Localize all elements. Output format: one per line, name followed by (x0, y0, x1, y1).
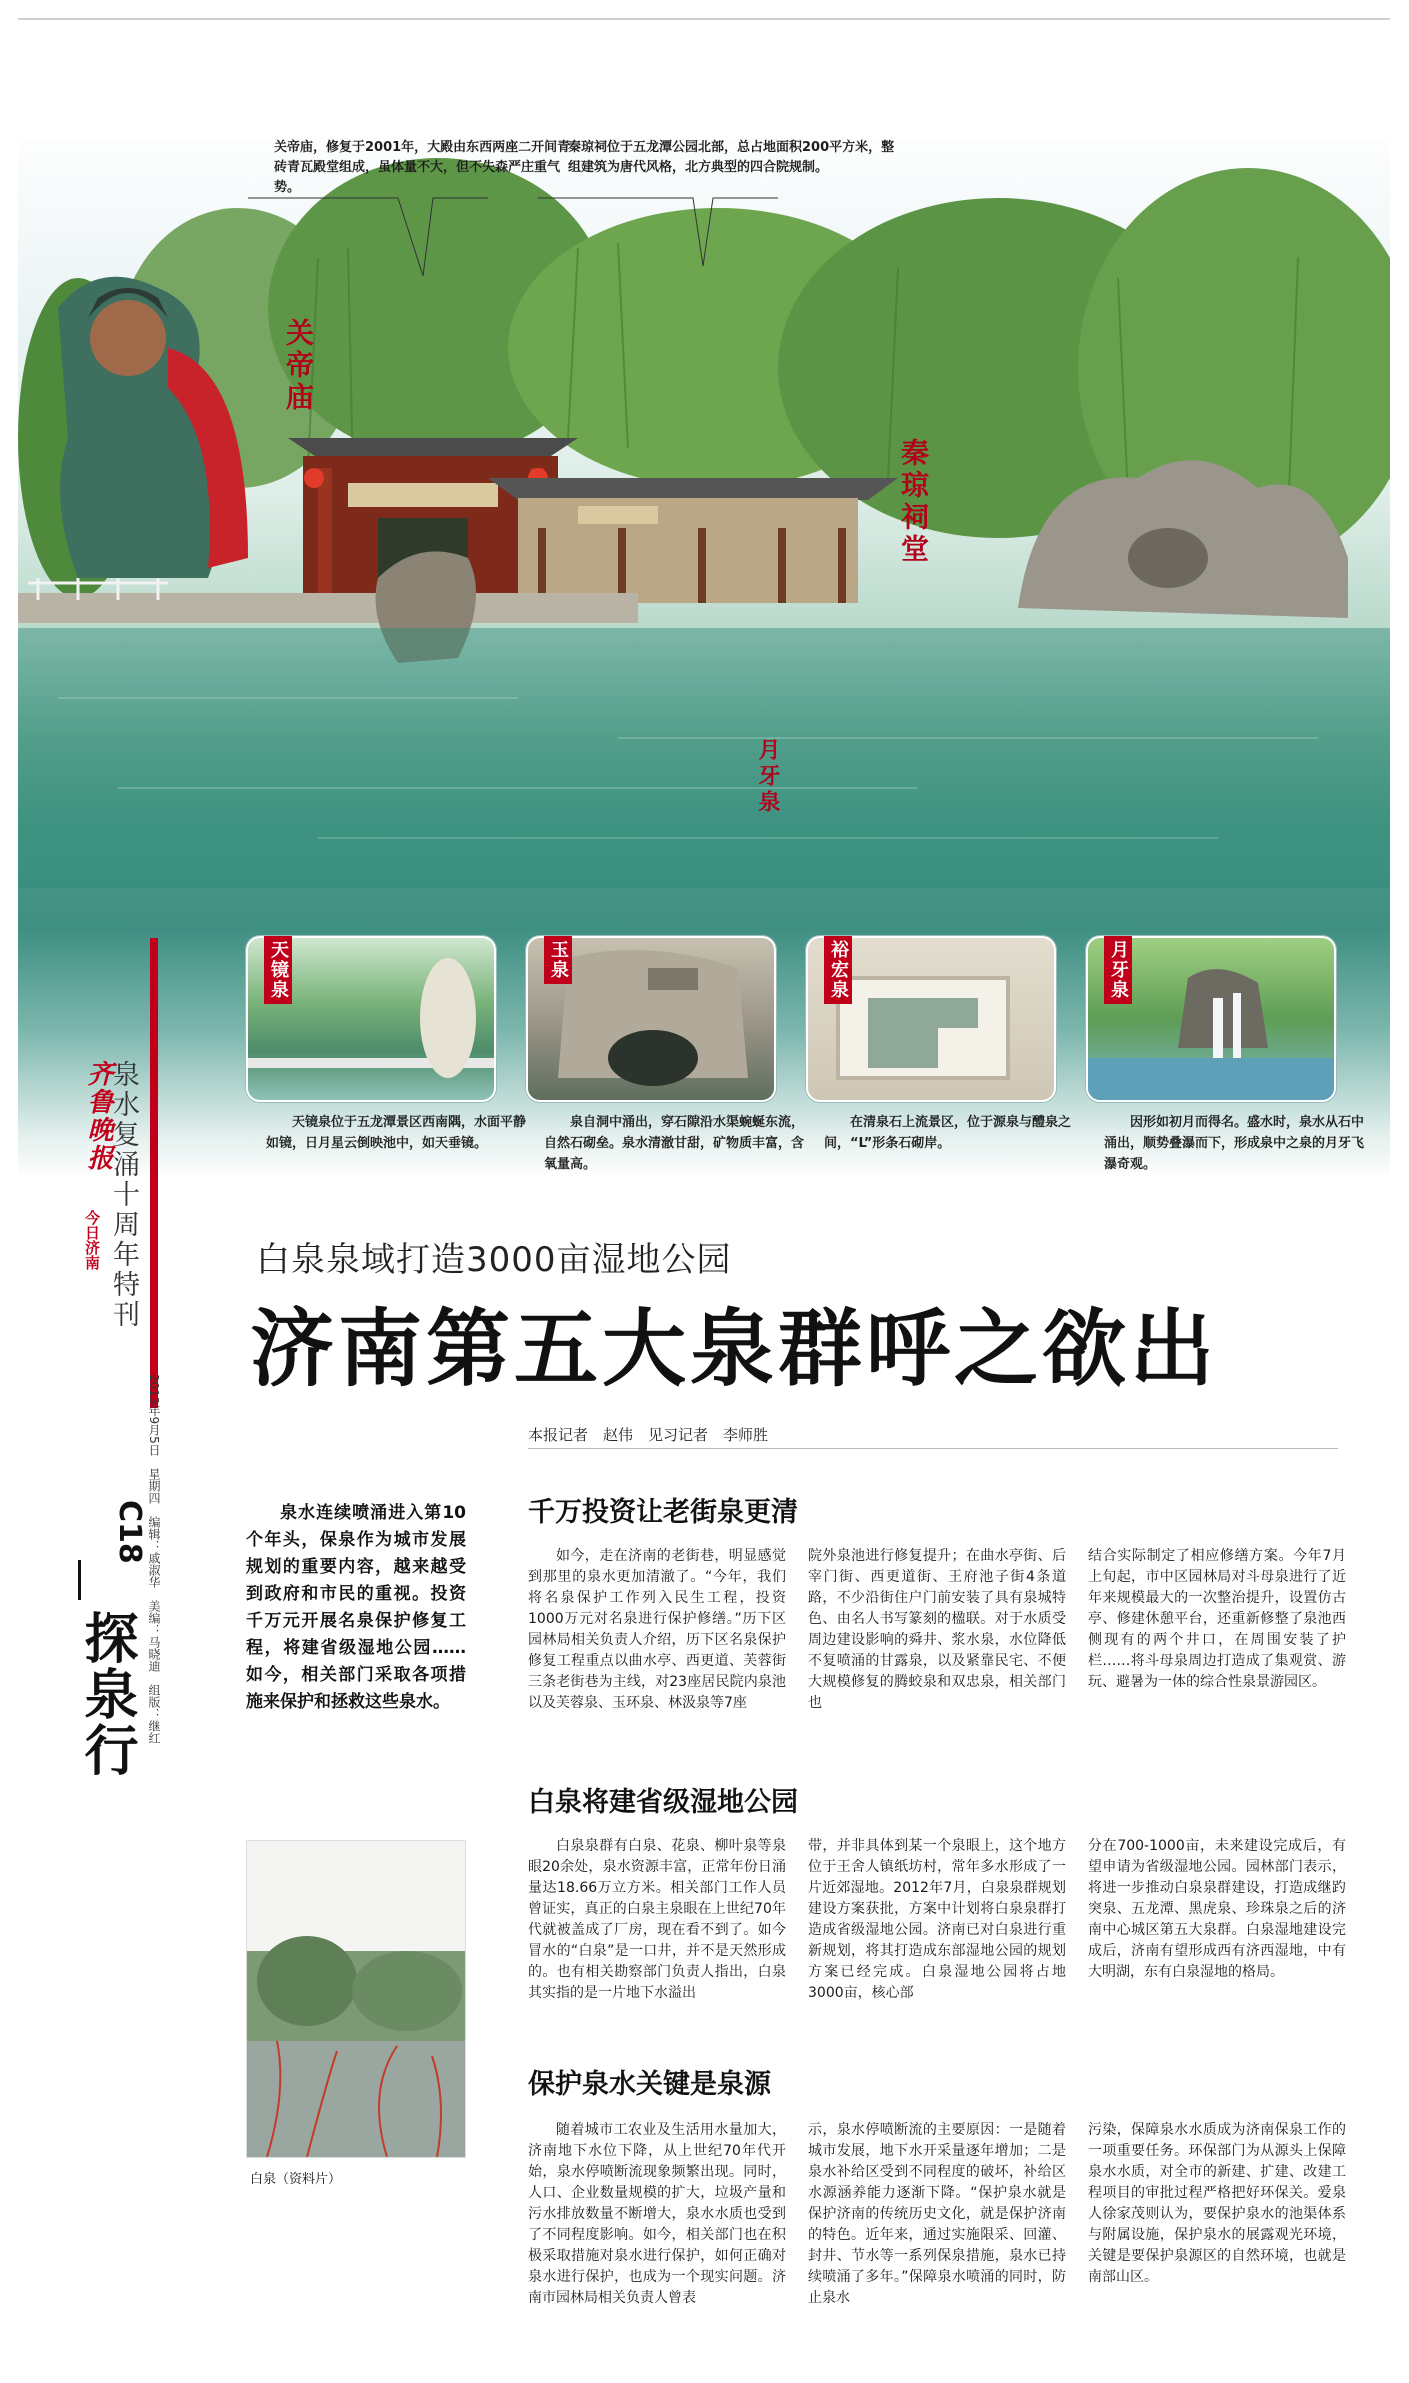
callout-qinqiong-shrine: 秦琼祠位于五龙潭公园北部，总占地面积200平方米，整组建筑为唐代风格，北方典型的四合院规制。 (568, 140, 895, 175)
s3-column-2: 示，泉水停喷断流的主要原因：一是随着城市发展，地下水开采量逐年增加；二是泉水补给区受到不同程度的破坏，补给区水源涵养能力逐渐下降。“保护泉水就是保护济南的传统历史文化，就是保护济南的特色。近年来，通过实施限采、回灌、封井、节水等一系列保泉措施，泉水已持续喷涌了多年。”保障泉水喷涌的同时，防止泉水 (808, 2122, 1066, 2306)
tag-yueya-spring: 月牙泉 (1104, 936, 1132, 1004)
section-title: 探泉行 (76, 1610, 140, 1778)
special-issue-title: 泉水复涌十周年特刊 (108, 1060, 139, 1330)
newspaper-logo: 齐鲁晚报 (83, 1060, 113, 1172)
issue-meta: 2013年9月5日 星期四 编辑：戚淑华 美编：马晓迪 组版：继红 (147, 1374, 161, 1744)
section-bracket (78, 1560, 91, 1600)
headline: 济南第五大泉群呼之欲出 (250, 1300, 1219, 1398)
s2-column-2: 带，并非具体到某一个泉眼上，这个地方位于王舍人镇纸坊村，常年多水形成了一片近郊湿地。2012年7月，白泉泉群规划建设方案获批，方案中计划将白泉泉群打造成省级湿地公园。济南已对白泉进行重新规划，将其打造成东部湿地公园的规划方案已经完成。白泉湿地公园将占地3000亩，核心部 (808, 1838, 1066, 2001)
s1-column-2: 院外泉池进行修复提升；在曲水亭街、后宰门街、西更道街、王府池子街4条道路，不少沿街住户门前安装了具有泉城特色、由名人书写篆刻的楹联。对于水质受周边建设影响的舜井、浆水泉，水位降低不复喷涌的甘露泉，以及紧靠民宅、不便大规模修复的腾蛟泉和双忠泉，相关部门也 (808, 1548, 1066, 1711)
s2-column-1: 白泉泉群有白泉、花泉、柳叶泉等泉眼20余处，泉水资源丰富，正常年份日涌量达18.66万立方米。相关部门工作人员曾证实，真正的白泉主泉眼在上世纪70年代就被盖成了厂房，现在看不到了。如今冒水的“白泉”是一口井，并不是天然形成的。也有相关勘察部门负责人指出，白泉其实指的是一片地下水溢出 (528, 1838, 786, 2001)
s1-column-3: 结合实际制定了相应修缮方案。今年7月上旬起，市中区园林局对斗母泉进行了近年来规模最大的一次整治提升，设置仿古亭、修建休憩平台，还重新修整了泉池西侧现有的两个井口，在周围安装了护栏……将斗母泉周边打造成了集观赏、游玩、避暑为一体的综合性泉景游园区。 (1088, 1548, 1346, 1690)
masthead-red-bar (150, 938, 158, 1408)
lead-paragraph: 泉水连续喷涌进入第10个年头，保泉作为城市发展规划的重要内容，越来越受到政府和市民的重视。投资千万元开展名泉保护修复工程，将建省级湿地公园……如今，相关部门采取各项措施来保护和拯救这些泉水。 (246, 1503, 466, 1712)
page-number: C18 (112, 1500, 147, 1564)
subhead-2: 白泉将建省级湿地公园 (528, 1787, 798, 1818)
caption-qinqiong-shrine: 秦琼祠堂 (897, 438, 930, 566)
s3-column-1: 随着城市工农业及生活用水量加大，济南地下水位下降，从上世纪70年代开始，泉水停喷断流现象频繁出现。同时，人口、企业数量规模的扩大，垃圾产量和污水排放数量不断增大，泉水水质也受到了不同程度影响。如今，相关部门也在积极采取措施对泉水进行保护，如何正确对泉水进行保护，也成为一个现实问题。济南市园林局相关负责人曾表 (528, 2122, 786, 2306)
byline: 本报记者 赵伟 见习记者 李师胜 (528, 1426, 769, 1444)
baiquan-photo (246, 1840, 466, 2158)
caption-spring: 月牙泉 (755, 738, 781, 816)
s3-column-3: 污染，保障泉水水质成为济南保泉工作的一项重要任务。环保部门为从源头上保障泉水水质，对全市的新建、扩建、改建工程项目的审批过程严格把好环保关。爱泉人徐家茂则认为，要保护泉水的池渠体系与附属设施，保护泉水的展露观光环境，关键是要保护泉源区的自然环境，也就是南部山区。 (1088, 2122, 1346, 2285)
subhead-3: 保护泉水关键是泉源 (528, 2069, 771, 2100)
tag-tianjing-spring: 天镜泉 (264, 936, 292, 1004)
caption-yuhong-spring: 在清泉石上流景区，位于源泉与醴泉之间，“L”形条石砌岸。 (824, 1115, 1072, 1151)
caption-tianjing-spring: 天镜泉位于五龙潭景区西南隅，水面平静如镜，日月星云倒映池中，如天垂镜。 (266, 1115, 527, 1151)
caption-guandi-temple: 关帝庙 (282, 318, 315, 414)
subhead-1: 千万投资让老街泉更清 (528, 1497, 798, 1528)
callout-pointer-lines (248, 196, 808, 286)
hero-photo (18, 138, 1390, 1178)
caption-yu-spring: 泉自洞中涌出，穿石隙沿水渠蜿蜒东流，自然石砌垒。泉水清澈甘甜，矿物质丰富，含氧量高。 (544, 1115, 805, 1172)
edition-label: 今日济南 (83, 1210, 101, 1270)
kicker: 白泉泉域打造3000亩湿地公园 (256, 1240, 732, 1280)
baiquan-wetland-image (247, 1841, 465, 2157)
top-rule (18, 18, 1390, 20)
byline-rule (528, 1448, 1338, 1449)
tag-yu-spring: 玉泉 (544, 936, 572, 984)
s2-column-3: 分在700-1000亩，未来建设完成后，有望申请为省级湿地公园。园林部门表示，将进一步推动白泉泉群建设，打造成继趵突泉、五龙潭、黑虎泉、珍珠泉之后的济南中心城区第五大泉群。白泉湿地建设完成后，济南有望形成西有济西湿地，中有大明湖，东有白泉湿地的格局。 (1088, 1838, 1346, 1980)
caption-yueya-spring: 因形如初月而得名。盛水时，泉水从石中涌出，顺势叠瀑而下，形成泉中之泉的月牙飞瀑奇观。 (1104, 1115, 1365, 1172)
baiquan-photo-caption: 白泉（资料片） (250, 2172, 342, 2187)
tag-yuhong-spring: 裕宏泉 (824, 936, 852, 1004)
callout-guandi-temple: 关帝庙，修复于2001年，大殿由东西两座二开间青砖青瓦殿堂组成，虽体量不大，但不失森严庄重气势。 (274, 140, 571, 195)
s1-column-1: 如今，走在济南的老街巷，明显感觉到那里的泉水更加清澈了。“今年，我们将名泉保护工作列入民生工程，投资1000万元对名泉进行保护修缮。”历下区园林局相关负责人介绍，历下区名泉保护修复工程重点以曲水亭、西更道、芙蓉街三条老街巷为主线，对23座居民院内泉池以及芙蓉泉、玉环泉、林汲泉等7座 (528, 1548, 786, 1711)
